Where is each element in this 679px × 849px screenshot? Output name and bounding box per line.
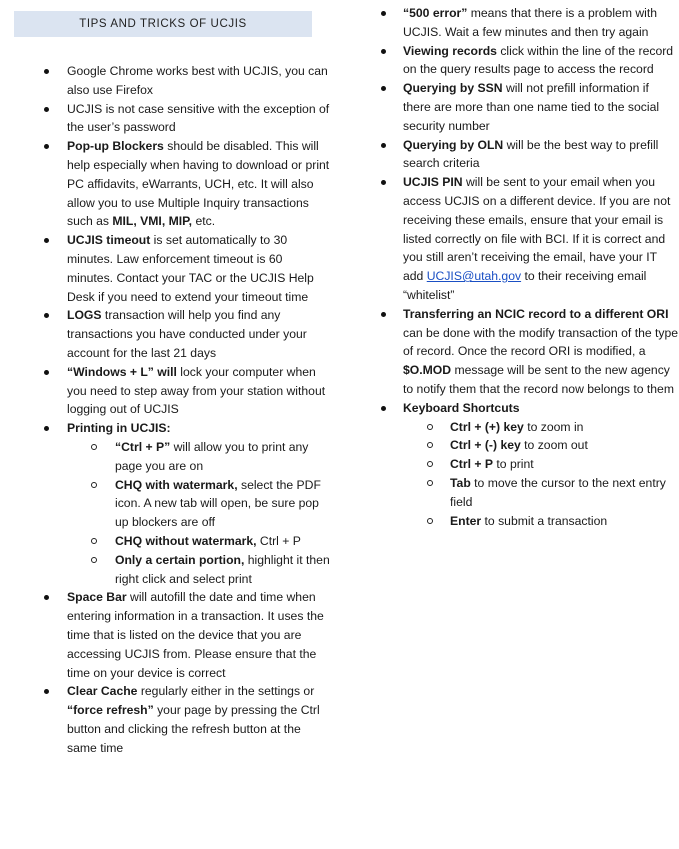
print-chq-watermark: CHQ with watermark, select the PDF icon. A new tab will open, be sure pop up blockers are off (67, 476, 330, 532)
print-chq-no-watermark: CHQ without watermark, Ctrl + P (67, 532, 330, 551)
tip-logs: LOGS transaction will help you find any transactions you have conducted under your account for the last 21 days (0, 306, 330, 362)
tip-browser: Google Chrome works best with UCJIS, you can also use Firefox (0, 62, 330, 100)
print-portion: Only a certain portion, highlight it then right click and select print (67, 551, 330, 589)
tip-keyboard-shortcuts: Keyboard Shortcuts Ctrl + (+) key to zoom in Ctrl + (-) key to zoom out Ctrl + P to print Tab to move the cursor to the next entry field Enter to submit a transaction (360, 399, 679, 531)
right-tips-list (360, 4, 679, 530)
tip-query-ssn: Querying by SSN will not prefill information if there are more than one name tied to the social security number (360, 79, 679, 135)
shortcuts-sublist (403, 418, 679, 531)
shortcut-print: Ctrl + P to print (403, 455, 679, 474)
shortcut-tab: Tab to move the cursor to the next entry field (403, 474, 679, 512)
page-title: TIPS AND TRICKS OF UCJIS (14, 11, 312, 37)
tip-ucjis-pin: UCJIS PIN will be sent to your email when you access UCJIS on a different device. If you are not receiving these emails, ensure that your email is listed correctly on file with BCI. If it is correct and you still aren’t receiving the email, have your IT add UCJIS@utah.gov to their receiving email “whitelist” (360, 173, 679, 305)
tip-printing: Printing in UCJIS: “Ctrl + P” will allow you to print any page you are on CHQ with watermark, select the PDF icon. A new tab will open, be sure pop up blockers are off CHQ without watermark, Ctrl + P Only a certain portion, highlight it then right click and select print (0, 419, 330, 588)
tip-500-error: “500 error” means that there is a problem with UCJIS. Wait a few minutes and then try again (360, 4, 679, 42)
tip-space-bar: Space Bar will autofill the date and time when entering information in a transaction. It uses the time that is listed on the device that you are accessing UCJIS from. Please ensure that the time on your device is correct (0, 588, 330, 682)
shortcut-zoom-out: Ctrl + (-) key to zoom out (403, 436, 679, 455)
tip-windows-lock: “Windows + L” will lock your computer when you need to step away from your station without logging out of UCJIS (0, 363, 330, 419)
tip-transfer-ncic: Transferring an NCIC record to a different ORI can be done with the modify transaction of the type of record. Once the record ORI is modified, a $O.MOD message will be sent to the new agency to notify them that the record now belongs to them (360, 305, 679, 399)
tip-viewing-records: Viewing records click within the line of the record on the query results page to access the record (360, 42, 679, 80)
tip-case-sensitive: UCJIS is not case sensitive with the exception of the user’s password (0, 100, 330, 138)
left-tips-list (0, 62, 330, 757)
print-ctrl-p: “Ctrl + P” will allow you to print any page you are on (67, 438, 330, 476)
shortcut-zoom-in: Ctrl + (+) key to zoom in (403, 418, 679, 437)
tip-popup-blockers: Pop-up Blockers should be disabled. This will help especially when having to download or print PC affidavits, eWarrants, UCH, etc. It will also allow you to use Multiple Inquiry transactions such as MIL, VMI, MIP, etc. (0, 137, 330, 231)
ucjis-email-link[interactable]: UCJIS@utah.gov (426, 269, 522, 284)
printing-sublist (67, 438, 330, 588)
shortcut-enter: Enter to submit a transaction (403, 512, 679, 531)
tip-clear-cache: Clear Cache regularly either in the settings or “force refresh” your page by pressing the Ctrl button and clicking the refresh button at the same time (0, 682, 330, 757)
tip-query-oln: Querying by OLN will be the best way to prefill search criteria (360, 136, 679, 174)
tip-timeout: UCJIS timeout is set automatically to 30 minutes. Law enforcement timeout is 60 minutes. Contact your TAC or the UCJIS Help Desk if you need to extend your timeout time (0, 231, 330, 306)
